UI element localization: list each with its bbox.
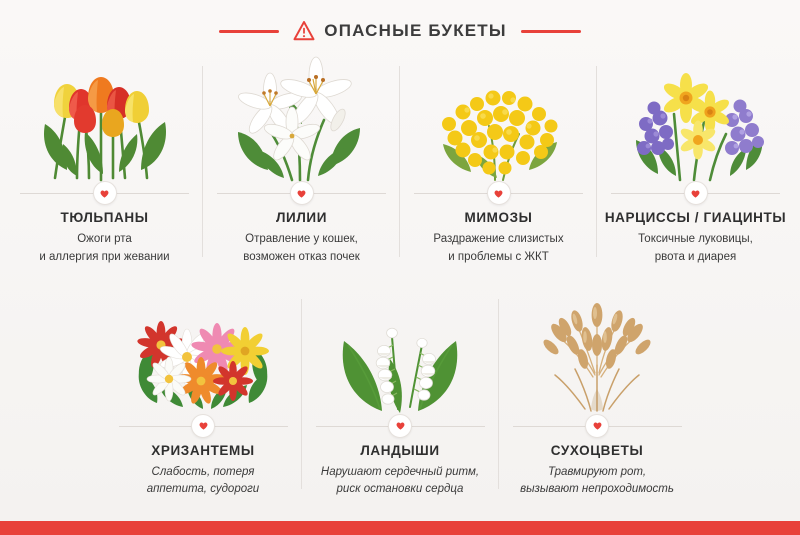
separator-dried-flowers [505, 415, 690, 437]
desc-line-1: Нарушают сердечный ритм, [320, 465, 480, 478]
flower-description [321, 464, 479, 500]
flower-name: СУХОЦВЕТЫ [550, 442, 644, 458]
dried-flowers-illustration [505, 283, 690, 415]
desc-line-2: риск остановки сердца [336, 483, 464, 496]
desc-line-2: и аллергия при жевании [39, 250, 170, 263]
heart-icon [388, 414, 412, 438]
separator-lilies [209, 182, 394, 204]
chrysanthemum-illustration [111, 283, 296, 415]
flower-name: МИМОЗЫ [464, 210, 533, 225]
desc-line-2: возможен отказ почек [243, 250, 360, 263]
flower-name: ТЮЛЬПАНЫ [60, 210, 149, 225]
flower-description [243, 231, 360, 267]
heart-icon [684, 181, 708, 205]
flower-card-daffodil-hyacinth [597, 50, 794, 267]
desc-line-1: Травмируют рот, [547, 465, 647, 478]
desc-line-1: Раздражение слизистых [433, 233, 564, 245]
heart-icon [191, 414, 215, 438]
separator-chrysanthemum [111, 415, 296, 437]
warning-triangle-icon [293, 20, 315, 42]
flower-description [147, 464, 259, 500]
flower-name: ЛАНДЫШИ [360, 442, 440, 458]
header [0, 0, 800, 48]
flower-name: ХРИЗАНТЕМЫ [151, 442, 255, 458]
lily-illustration [209, 50, 394, 182]
separator-mimosa [406, 182, 591, 204]
flower-description [638, 231, 753, 267]
flower-row-1 [0, 50, 800, 267]
flower-card-chrysanthemum [105, 283, 302, 500]
flower-name: НАРЦИССЫ / ГИАЦИНТЫ [604, 210, 787, 225]
desc-line-2: вызывают непроходимость [520, 483, 674, 496]
flower-card-dried-flowers [499, 283, 696, 500]
desc-line-1: Ожоги рта [77, 233, 132, 245]
desc-line-2: аппетита, судороги [146, 483, 260, 496]
flower-description [433, 231, 563, 267]
separator-lily-of-the-valley [308, 415, 493, 437]
header-rule-right [521, 30, 581, 33]
flower-card-mimosa [400, 50, 597, 267]
header-title-wrap [293, 20, 506, 42]
desc-line-2: и проблемы с ЖКТ [448, 250, 549, 263]
desc-line-1: Токсичные луковицы, [638, 233, 753, 245]
daffodil-hyacinth-illustration [603, 50, 788, 182]
separator-daffodil-hyacinth [603, 182, 788, 204]
flower-card-lily-of-the-valley [302, 283, 499, 500]
heart-icon [290, 181, 314, 205]
desc-line-1: Слабость, потеря [151, 465, 255, 478]
flower-description [39, 231, 169, 267]
flower-card-lilies [203, 50, 400, 267]
desc-line-2: рвота и диарея [654, 250, 737, 263]
page-title: ОПАСНЫЕ БУКЕТЫ [324, 21, 507, 40]
flower-card-tulips [6, 50, 203, 267]
footer-accent-bar [0, 521, 800, 535]
flower-name: ЛИЛИИ [275, 210, 328, 225]
heart-icon [487, 181, 511, 205]
mimosa-illustration [406, 50, 591, 182]
flower-row-2 [0, 283, 800, 500]
lily-of-the-valley-illustration [308, 283, 493, 415]
tulips-illustration [12, 50, 197, 182]
header-rule-left [219, 30, 279, 33]
desc-line-1: Отравление у кошек, [245, 233, 358, 245]
flower-description [520, 464, 674, 500]
heart-icon [585, 414, 609, 438]
separator-tulips [12, 182, 197, 204]
heart-icon [93, 181, 117, 205]
